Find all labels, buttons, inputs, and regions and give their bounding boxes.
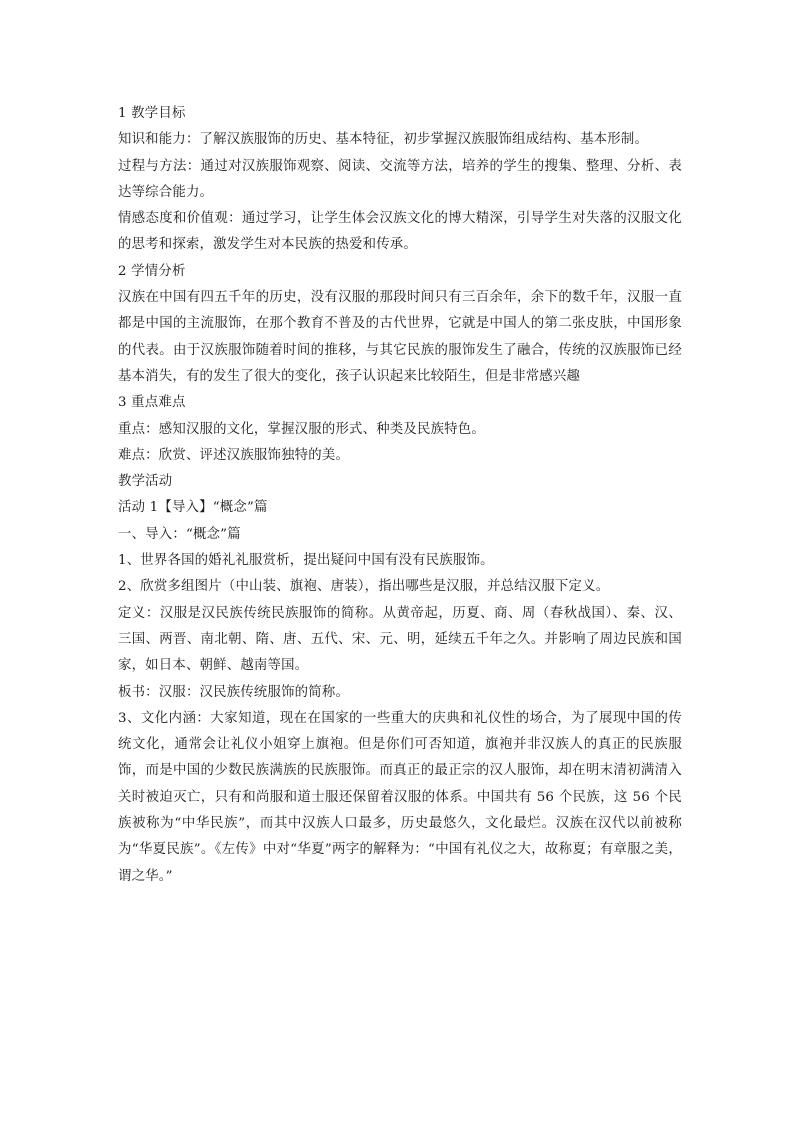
paragraph-student-analysis: 汉族在中国有四五千年的历史，没有汉服的那段时间只有三百余年，余下的数千年，汉服一直都是中国的主流服饰，在那个教育不普及的古代世界，它就是中国人的第二张皮肤，中国形象的代表。由于汉族服饰随着时间的推移，与其它民族的服饰发生了融合，传统的汉族服饰已经基本消失，有的发生了很大的变化，孩子认识起来比较陌生，但是非常感兴趣 <box>118 290 682 384</box>
document-body <box>118 101 682 890</box>
paragraph-emotion-values: 情感态度和价值观：通过学习，让学生体会汉族文化的博大精深，引导学生对失落的汉服文化的思考和探索，激发学生对本民族的热爱和传承。 <box>118 211 682 253</box>
list-item-3-cultural-meaning: 3、文化内涵：大家知道，现在在国家的一些重大的庆典和礼仪性的场合，为了展现中国的传统文化，通常会让礼仪小姐穿上旗袍。但是你们可否知道，旗袍并非汉族人的真正的民族服饰，而是中国的少数民族满族的民族服饰。而真正的最正宗的汉人服饰，却在明末清初满清入关时被迫灭亡，只有和尚服和道士服还保留着汉服的体系。中国共有 56 个民族，这 56 个民族被称为“中华民族”，而其中汉族人口最多，历史最悠久，文化最烂。汉族在汉代以前被称为“华夏民族”。《左传》中对“华夏”两字的解释为：“中国有礼仪之大，故称夏；有章服之美，谓之华。” <box>118 710 682 884</box>
paragraph-process-method: 过程与方法：通过对汉族服饰观察、阅读、交流等方法，培养的学生的搜集、整理、分析、表达等综合能力。 <box>118 158 682 200</box>
section-heading-teaching-activities: 教学活动 <box>118 474 173 490</box>
list-item-2: 2、欣赏多组图片（中山装、旗袍、唐装），指出哪些是汉服，并总结汉服下定义。 <box>118 579 610 595</box>
subheading-introduction: 一、导入：“概念”篇 <box>118 526 241 542</box>
list-item-1: 1、世界各国的婚礼礼服赏析，提出疑问中国有没有民族服饰。 <box>118 553 494 569</box>
paragraph-difficult-point: 难点：欣赏、评述汉族服饰独特的美。 <box>118 447 350 463</box>
section-heading-teaching-goals: 1 教学目标 <box>118 106 186 121</box>
section-heading-key-points: 3 重点难点 <box>118 395 186 411</box>
paragraph-blackboard: 板书：汉服：汉民族传统服饰的简称。 <box>118 684 350 700</box>
paragraph-definition: 定义：汉服是汉民族传统民族服饰的简称。从黄帝起，历夏、商、周（春秋战国）、秦、汉、三国、两晋、南北朝、隋、唐、五代、宋、元、明，延续五千年之久。并影响了周边民族和国家，如日本、朝鲜、越南等国。 <box>118 605 682 674</box>
paragraph-key-point: 重点：感知汉服的文化，掌握汉服的形式、种类及民族特色。 <box>118 421 485 437</box>
activity-heading: 活动 1【导入】“概念”篇 <box>118 500 268 516</box>
paragraph-knowledge-ability: 知识和能力：了解汉族服饰的历史、基本特征，初步掌握汉族服饰组成结构、基本形制。 <box>118 132 649 148</box>
section-heading-student-analysis: 2 学情分析 <box>118 263 186 279</box>
